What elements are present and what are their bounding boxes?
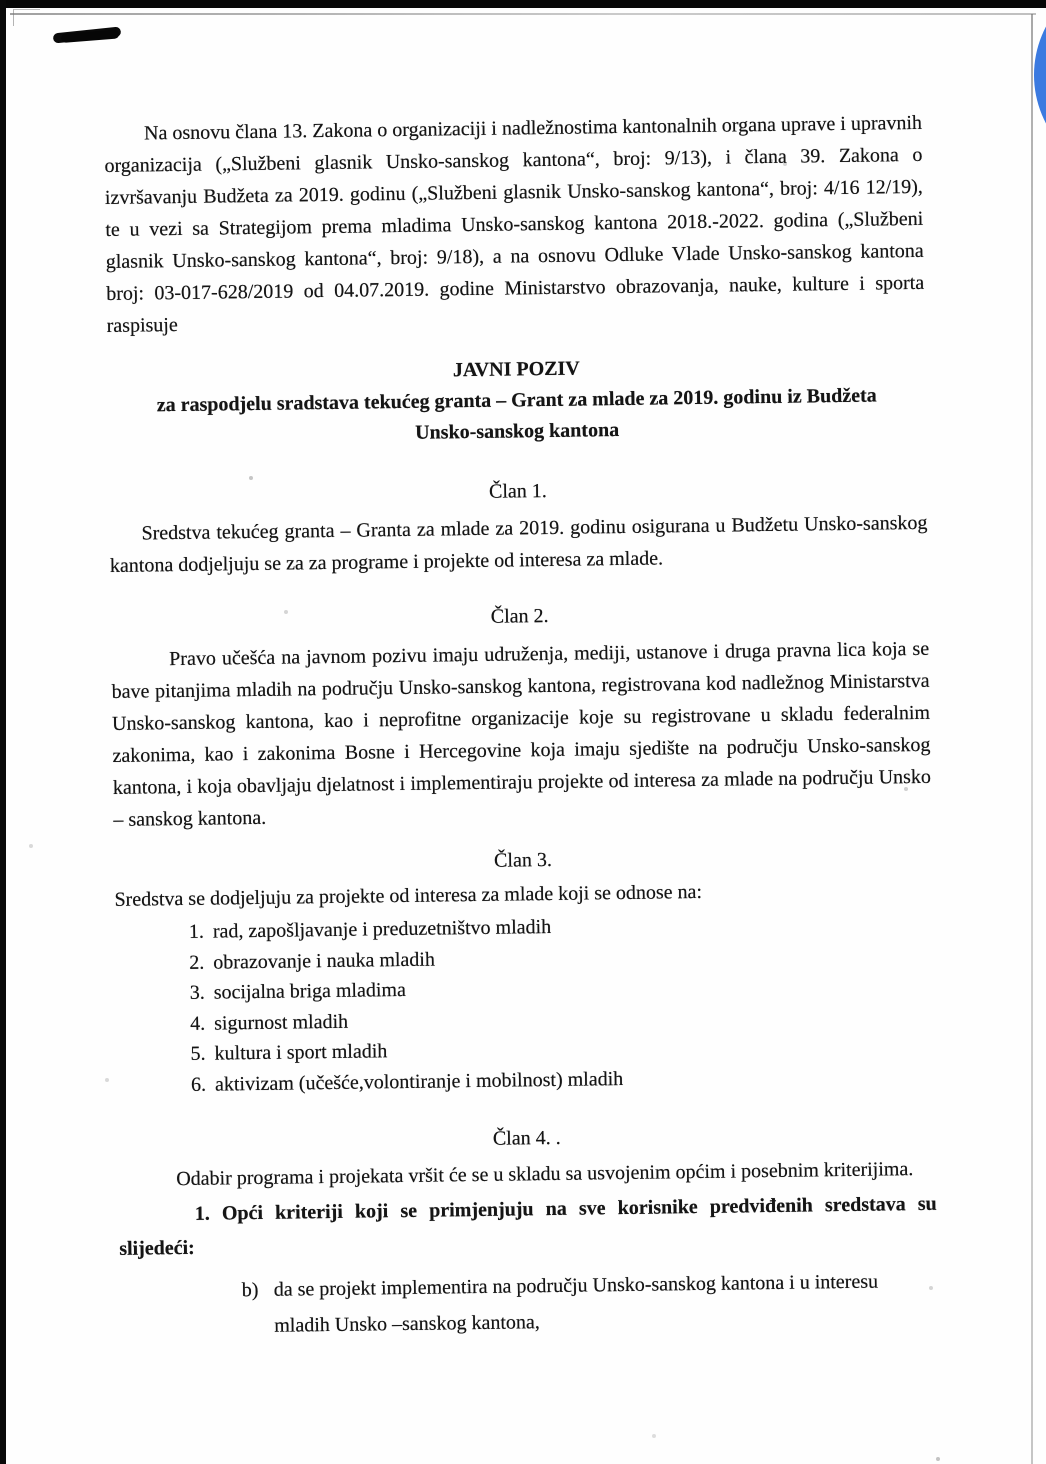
project-areas-list [115,907,935,1101]
article-1-body: Sredstva tekućeg granta – Granta za mlade za 2019. godinu osigurana u Budžetu Unsko-sanskog kantona dodjeljuju se za za programe i projekte od interesa za mlade. [109,511,928,577]
list-item-number: 3. [189,981,205,1004]
list-item-number: 2. [189,951,205,974]
paper-corner-mark [13,9,40,26]
article-3-intro: Sredstva se dodjeljuju za projekte od interesa za mlade koji se odnose na: [114,880,703,911]
list-item-text: socijalna briga mladima [213,978,407,1004]
sub-item-label: b) [241,1279,259,1302]
sub-item-text: da se projekt implementira na području Unsko-sanskog kantona i u interesu mladih Unsko –sanskog kantona, [273,1270,879,1337]
article-2-heading: Član 2. [490,604,549,628]
article-1-heading: Član 1. [488,480,547,503]
list-item-text: obrazovanje i nauka mladih [213,948,436,974]
paper-edge-vertical [1031,14,1033,1464]
title-block [107,349,926,453]
article-3-heading: Član 3. [493,848,553,872]
document-content [102,0,938,1346]
list-item-number: 4. [190,1012,206,1035]
list-item-number: 6. [190,1073,207,1096]
criteria-sub-item-b [242,1263,915,1344]
list-item-text: rad, zapošljavanje i preduzetništvo mladih [212,915,552,943]
intro-paragraph: Na osnovu člana 13. Zakona o organizaciji i nadležnostima kantonalnih organa uprave i upravnih organizacija („Službeni glasnik Unsko-sanskog kantona“, broj: 9/13), i člana 39. Zakona o izvršavanju Budžeta za 2019. godinu („Službeni glasnik Unsko-sanskog kantona“, broj: 4/16 12/19), te u vezi sa Strategijom prema mladima Unsko-sanskog kantona 2018.-2022. godina („Službeni glasnik Unsko-sanskog kantona“, broj: 9/18), a na osnovu Odluke Vlade Unsko-sanskog kantona broj: 03-017-628/2019 od 04.07.2019. godine Ministarstvo obrazovanja, nauke, kulture i sporta raspisuje [104,111,925,337]
list-item-text: sigurnost mladih [214,1010,349,1035]
list-item-number: 1. [188,920,205,943]
article-4 [118,1117,939,1346]
article-2-body: Pravo učešća na javnom pozivu imaju udruženja, mediji, ustanove i druga pravna lica koja se bave pitanjima mladih na području Unsko-sanskog kantona, registrovana kod nadležnog Ministarstva Unsko-sanskog kantona, kao i neprofitne organizacije koje su registrovane u skladu federalnim zakonima, kao i zakonima Bosne i Hercegovine koja imaju sjedište na području Unsko-sanskog kantona, i koja obavljaju djelatnost i implementiraju projekte od interesa za mlade na području Unsko – sanskog kantona. [111,637,932,831]
document-title: JAVNI POZIV [452,357,580,382]
article-2 [110,595,931,836]
list-item-text: kultura i sport mladih [214,1040,388,1065]
list-item-number: 5. [190,1042,206,1065]
blue-edge-shape [1034,0,1046,179]
general-criteria-heading: 1. Opći kriteriji koji se primjenjuju na sve korisnike predviđenih sredstava su slijedeći: [119,1192,937,1260]
article-4-body: Odabir programa i projekata vršit će se u skladu sa usvojenim općim i posebnim kriterijima. [176,1158,914,1191]
scan-edge-left [0,0,6,1464]
document-subtitle-line1: za raspodjelu sradstava tekućeg granta – Grant za mlade za 2019. godinu iz Budžeta [156,384,877,417]
article-1 [109,470,928,582]
article-4-heading: Član 4. . [492,1126,561,1150]
document-subtitle-line2: Unsko-sanskog kantona [415,419,620,444]
scan-noise-specks [0,0,2,2]
article-3 [114,839,935,1101]
list-item-text: aktivizam (učešće,volontiranje i mobilnost) mladih [214,1067,624,1096]
